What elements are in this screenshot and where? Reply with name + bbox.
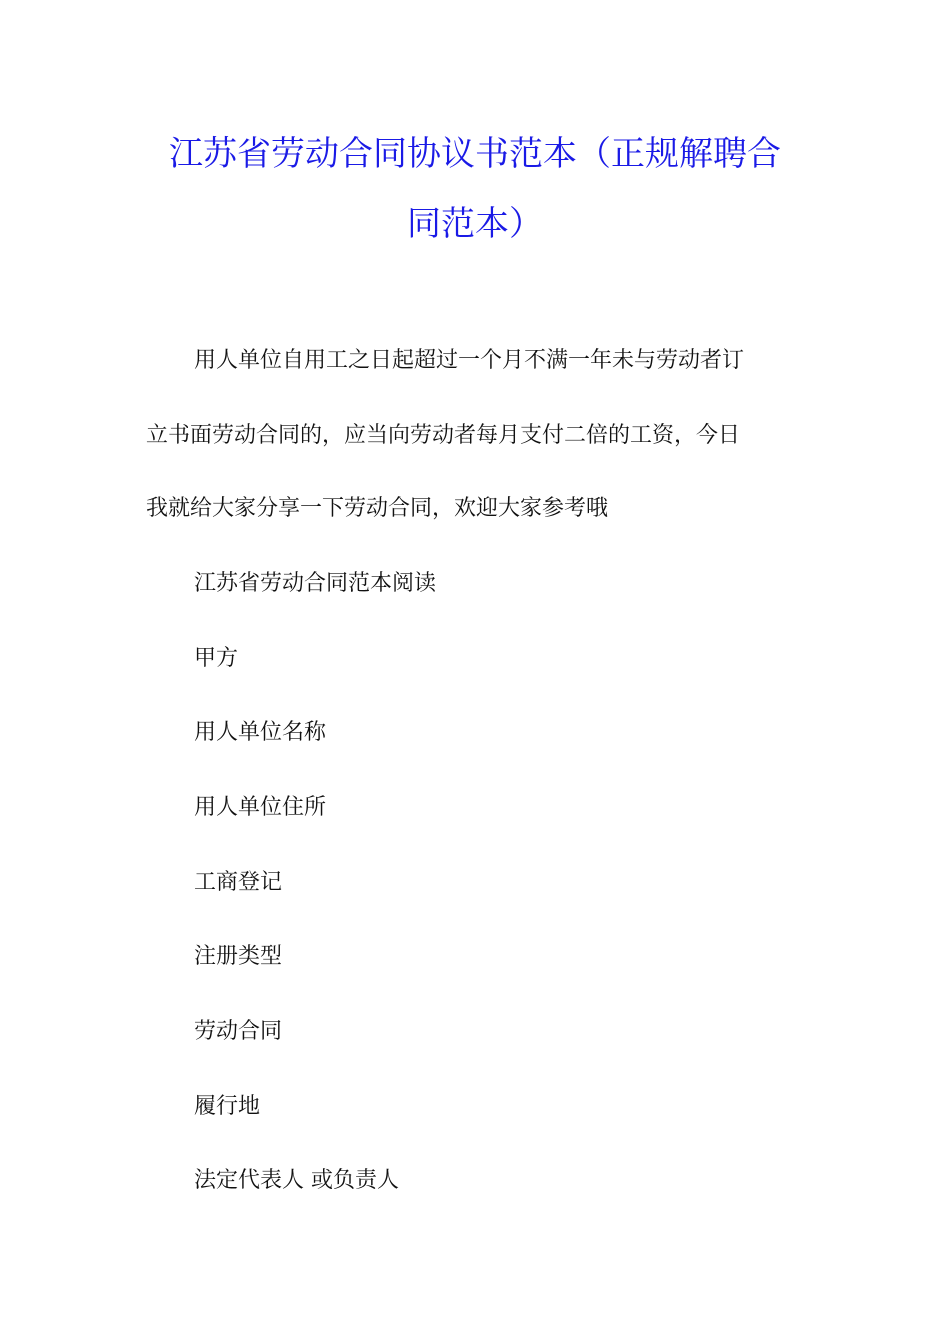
business-registration-label: 工商登记 [194,870,283,895]
registration-type-label: 注册类型 [194,944,283,969]
intro-paragraph-line-2: 立书面劳动合同的，应当向劳动者每月支付二倍的工资，今日 [146,423,741,448]
employer-address-label: 用人单位住所 [194,795,327,820]
party-a-label: 甲方 [194,646,239,671]
performance-place-label: 履行地 [194,1094,261,1119]
labor-contract-label: 劳动合同 [194,1019,283,1044]
section-heading: 江苏省劳动合同范本阅读 [194,571,437,596]
document-title-line-2: 同范本） [407,204,543,244]
intro-paragraph-line-1: 用人单位自用工之日起超过一个月不满一年未与劳动者订 [194,348,745,373]
document-title-line-1: 江苏省劳动合同协议书范本（正规解聘合 [169,134,781,174]
employer-name-label: 用人单位名称 [194,720,327,745]
legal-representative-label: 法定代表人 或负责人 [194,1168,399,1193]
intro-paragraph-line-3: 我就给大家分享一下劳动合同，欢迎大家参考哦 [146,496,609,521]
